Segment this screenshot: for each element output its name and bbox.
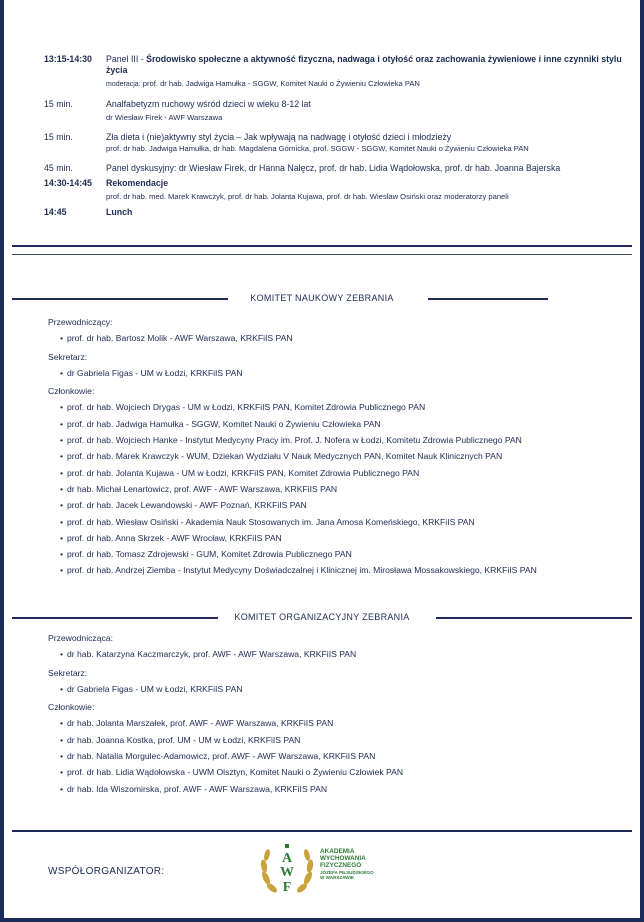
logo-text-line: WYCHOWANIA bbox=[320, 855, 366, 863]
list-item: • dr hab. Joanna Kostka, prof. UM - UM w Łodzi, KRKFiIS PAN bbox=[60, 732, 618, 748]
section-separator bbox=[12, 245, 632, 256]
list-item: • dr hab. Katarzyna Kaczmarczyk, prof. AWF - AWF Warszawa, KRKFiIS PAN bbox=[60, 646, 618, 662]
secretary-label: Sekretarz: bbox=[48, 667, 88, 678]
list-item: • dr hab. Natalia Morgulec-Adamowicz, prof. AWF - AWF Warszawa, KRKFiIS PAN bbox=[60, 748, 618, 764]
list-item: • dr Gabriela Figas - UM w Łodzi, KRKFiIS PAN bbox=[60, 681, 618, 697]
program-time: 14:45 bbox=[44, 207, 67, 217]
list-item: • prof. dr hab. Jolanta Kujawa - UM w Łodzi, KRKFiIS PAN, Komitet Zdrowia Publicznego PAN bbox=[60, 465, 618, 481]
organizing-committee-heading-row bbox=[4, 610, 640, 624]
program-title: Analfabetyzm ruchowy wśród dzieci w wieku 8-12 lat bbox=[106, 99, 311, 109]
program-schedule bbox=[44, 54, 634, 227]
list-item: • prof. dr hab. Jadwiga Hamułka - SGGW, Komitet Nauki o Żywieniu Człowieka PAN bbox=[60, 416, 618, 432]
awf-logo bbox=[256, 838, 376, 900]
program-row bbox=[44, 163, 634, 174]
program-time: 13:15-14:30 bbox=[44, 54, 92, 64]
program-row bbox=[44, 99, 634, 123]
program-speaker: prof. dr hab. Jadwiga Hamułka, dr hab. Magdalena Górnicka, prof. SGGW - SGGW, Komitet Nauki o Żywieniu Człowieka PAN bbox=[106, 144, 529, 153]
program-row bbox=[44, 207, 634, 218]
list-item: • prof. dr hab. Tomasz Zdrojewski - GUM, Komitet Zdrowia Publicznego PAN bbox=[60, 546, 618, 562]
organizing-committee-heading: KOMITET ORGANIZACYJNY ZEBRANIA bbox=[234, 612, 410, 622]
list-item: • prof. dr hab. Jacek Lewandowski - AWF Poznań, KRKFiIS PAN bbox=[60, 497, 618, 513]
list-item: • prof. dr hab. Wojciech Hanke - Instytut Medycyny Pracy im. Prof. J. Nofera w Łodzi, Komitetu Zdrowia Publicznego PAN bbox=[60, 432, 618, 448]
moderator-label: moderacja: bbox=[106, 81, 141, 88]
organizing-committee bbox=[48, 630, 618, 797]
program-time: 45 min. bbox=[44, 163, 73, 173]
list-item: • prof. dr hab. Wiesław Osiński - Akademia Nauk Stosowanych im. Jana Amosa Komeńskiego, KRKFiIS PAN bbox=[60, 514, 618, 530]
program-row bbox=[44, 132, 634, 154]
program-speaker: prof. dr hab. med. Marek Krawczyk, prof. dr hab. Jolanta Kujawa, prof. dr hab. Wiesław Osiński oraz moderatorzy paneli bbox=[106, 192, 509, 201]
chair-label: Przewodniczący: bbox=[48, 317, 113, 327]
logo-text-line: FIZYCZNEGO bbox=[320, 862, 362, 870]
list-item: • dr Gabriela Figas - UM w Łodzi, KRKFiIS PAN bbox=[60, 365, 618, 381]
list-item: • prof. dr hab. Andrzej Ziemba - Instytut Medycyny Doświadczalnej i Klinicznej im. Mirosława Mossakowskiego, KRKFiIS PAN bbox=[60, 562, 618, 578]
program-title: Zła dieta i (nie)aktywny styl życia – Jak wpływają na nadwagę i otyłość dzieci i młodzieży bbox=[106, 132, 452, 142]
program-row bbox=[44, 54, 634, 90]
scientific-committee-heading: KOMITET NAUKOWY ZEBRANIA bbox=[250, 293, 394, 303]
coorganizer-label: WSPÓŁORGANIZATOR: bbox=[48, 866, 165, 877]
scientific-committee-heading-row bbox=[4, 291, 640, 305]
list-item: • dr hab. Ida Wiszomirska, prof. AWF - AWF Warszawa, KRKFiIS PAN bbox=[60, 781, 618, 797]
program-time: 14:30-14:45 bbox=[44, 178, 92, 188]
laurel-emblem-icon bbox=[256, 838, 318, 900]
list-item: • prof. dr hab. Bartosz Molik - AWF Warszawa, KRKFiIS PAN bbox=[60, 330, 618, 346]
list-item: • prof. dr hab. Anna Skrzek - AWF Wrocław, KRKFiIS PAN bbox=[60, 530, 618, 546]
scientific-committee bbox=[48, 314, 618, 579]
members-label: Członkowie: bbox=[48, 386, 95, 397]
logo-text-line: W WARSZAWIE bbox=[320, 875, 354, 881]
list-item: • prof. dr hab. Marek Krawczyk - WUM, Dziekan Wydziału V Nauk Medycznych PAN, Komitet Nauk Klinicznych PAN bbox=[60, 448, 618, 464]
members-label: Członkowie: bbox=[48, 702, 95, 713]
logo-letter-f: F bbox=[282, 880, 292, 895]
list-item: • prof. dr hab. Wojciech Drygas - UM w Łodzi, KRKFiIS PAN, Komitet Zdrowia Publicznego PAN bbox=[60, 399, 618, 415]
logo-letter-a: A bbox=[281, 851, 293, 866]
logo-text-line: AKADEMIA bbox=[320, 848, 355, 855]
program-speaker: prof. dr hab. Jadwiga Hamułka - SGGW, Komitet Nauki o Żywieniu Człowieka PAN bbox=[142, 79, 420, 88]
program-time: 15 min. bbox=[44, 99, 73, 109]
list-item: • dr hab. Jolanta Marszałek, prof. AWF - AWF Warszawa, KRKFiIS PAN bbox=[60, 715, 618, 731]
secretary-label: Sekretarz: bbox=[48, 351, 88, 362]
logo-wordmark bbox=[320, 848, 390, 880]
footer-divider bbox=[12, 830, 632, 832]
program-title: Rekomendacje bbox=[106, 178, 169, 188]
program-title: Panel dyskusyjny: dr Wiesław Firek, dr Hanna Nałęcz, prof. dr hab. Lidia Wądołowska, prof. dr hab. Joanna Bajerska bbox=[106, 163, 561, 173]
chair-label: Przewodnicząca: bbox=[48, 633, 113, 643]
program-speaker: dr Wiesław Firek - AWF Warszawa bbox=[106, 113, 223, 122]
program-title: Lunch bbox=[106, 207, 133, 217]
program-row bbox=[44, 178, 634, 202]
logo-letter-w: W bbox=[280, 865, 294, 880]
program-title: Panel III - bbox=[106, 54, 147, 64]
list-item: • prof. dr hab. Lidia Wądołowska - UWM Olsztyn, Komitet Nauki o Żywieniu Człowiek PAN bbox=[60, 764, 618, 780]
list-item: • dr hab. Michał Lenartowicz, prof. AWF - AWF Warszawa, KRKFiIS PAN bbox=[60, 481, 618, 497]
program-title-bold: Środowisko społeczne a aktywność fizyczna, nadwaga i otyłość oraz zachowania żywieniowe i inne czynniki stylu życia bbox=[106, 54, 622, 75]
program-time: 15 min. bbox=[44, 132, 73, 142]
logo-text-line: JÓZEFA PIŁSUDSKIEGO bbox=[320, 869, 374, 875]
